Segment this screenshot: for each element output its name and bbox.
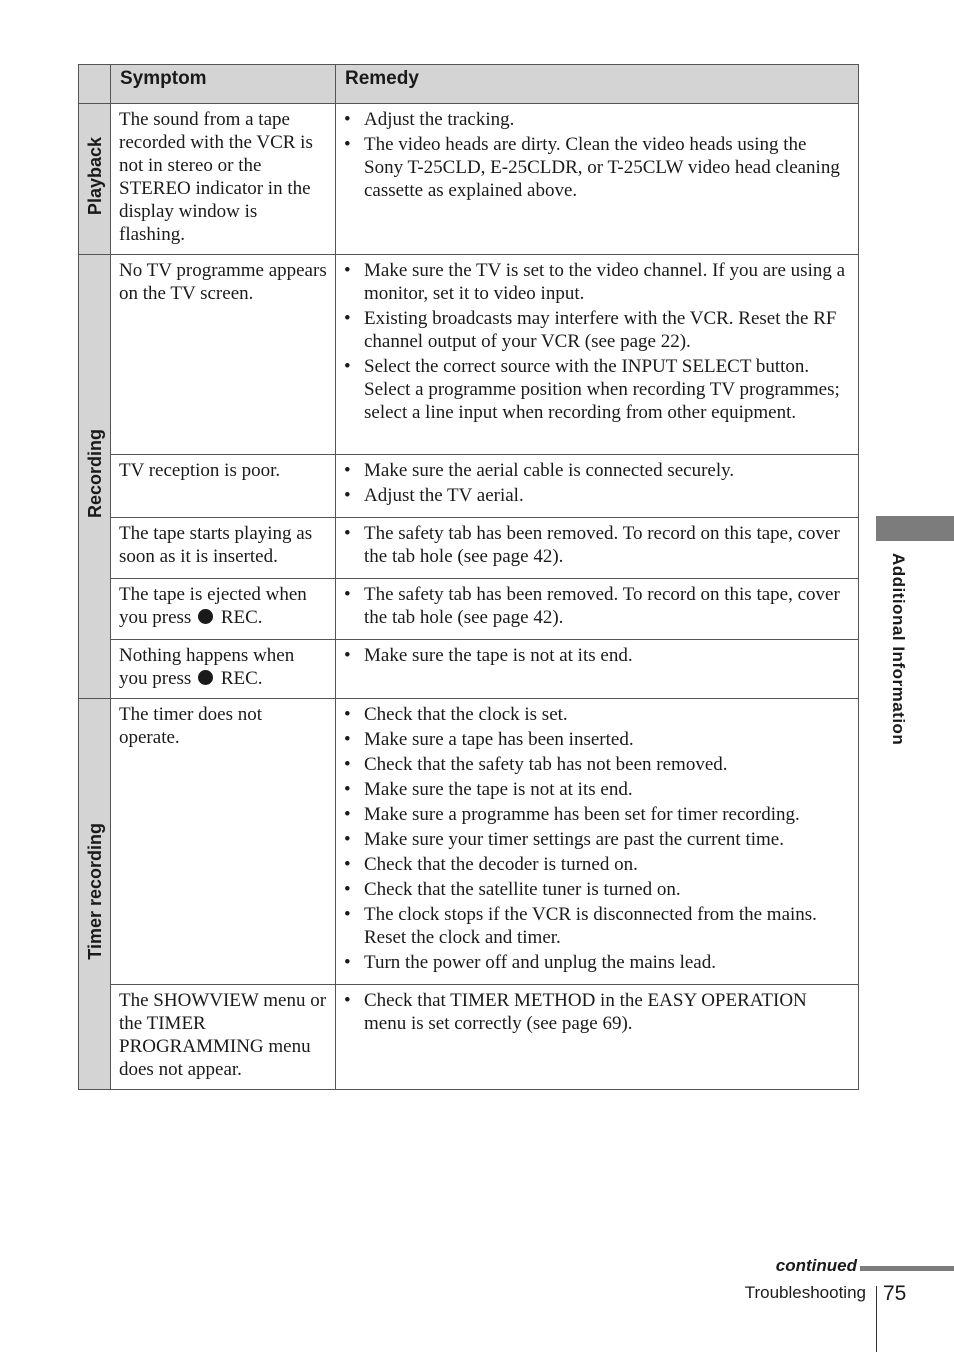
symptom-text: Nothing happens when you press: [119, 645, 295, 689]
symptom-cell: The tape starts playing as soon as it is inserted.: [111, 518, 336, 579]
footer-section-name: Troubleshooting: [744, 1283, 866, 1302]
symptom-cell: The timer does not operate.: [111, 699, 336, 985]
list-item: • Select the correct source with the INPUT SELECT button. Select a programme position when recording TV programmes; select a line input when recording from other equipment.: [344, 355, 848, 424]
remedy-cell: [336, 455, 859, 518]
remedy-list: [344, 259, 848, 424]
record-dot-icon: [198, 670, 213, 685]
remedy-cell: [336, 699, 859, 985]
header-remedy: Remedy: [336, 65, 859, 104]
list-item: • The clock stops if the VCR is disconnected from the mains. Reset the clock and timer.: [344, 903, 848, 949]
remedy-cell: [336, 518, 859, 579]
remedy-cell: [336, 255, 859, 455]
remedy-list: [344, 703, 848, 974]
symptom-cell: No TV programme appears on the TV screen.: [111, 255, 336, 455]
list-item: • Check that the satellite tuner is turned on.: [344, 878, 848, 901]
list-item: • Make sure a programme has been set for timer recording.: [344, 803, 848, 826]
table-row: [79, 518, 859, 579]
remedy-list: [344, 583, 848, 629]
table-row: [79, 640, 859, 699]
remedy-cell: [336, 104, 859, 255]
symptom-text: REC.: [220, 607, 263, 628]
troubleshooting-table: [78, 64, 859, 1090]
list-item: • Check that the decoder is turned on.: [344, 853, 848, 876]
table-row: [79, 699, 859, 985]
remedy-list: [344, 522, 848, 568]
category-label: Playback: [84, 137, 105, 216]
remedy-cell: [336, 640, 859, 699]
continued-label: continued: [775, 1256, 857, 1275]
remedy-list: [344, 459, 848, 507]
table-row: [79, 255, 859, 455]
symptom-cell: TV reception is poor.: [111, 455, 336, 518]
table-row: [79, 579, 859, 640]
table-row: [79, 104, 859, 255]
table-row: [79, 985, 859, 1090]
remedy-cell: [336, 985, 859, 1090]
list-item: • Check that TIMER METHOD in the EASY OPERATION menu is set correctly (see page 69).: [344, 989, 848, 1035]
symptom-cell: The sound from a tape recorded with the VCR is not in stereo or the STEREO indicator in the display window is flashing.: [111, 104, 336, 255]
list-item: • Make sure the aerial cable is connected securely.: [344, 459, 848, 482]
list-item: • Adjust the TV aerial.: [344, 484, 848, 507]
footer-divider: [876, 1286, 877, 1352]
list-item: • Make sure the tape is not at its end.: [344, 644, 848, 667]
list-item: • Existing broadcasts may interfere with the VCR. Reset the RF channel output of your VCR (see page 22).: [344, 307, 848, 353]
side-section-label: Additional Information: [889, 553, 908, 746]
remedy-cell: [336, 579, 859, 640]
table-header-row: [79, 65, 859, 104]
list-item: • Check that the safety tab has not been removed.: [344, 753, 848, 776]
page-number: 75: [883, 1282, 907, 1305]
list-item: • Adjust the tracking.: [344, 108, 848, 131]
list-item: • Make sure your timer settings are past the current time.: [344, 828, 848, 851]
remedy-list: [344, 108, 848, 202]
list-item: • The video heads are dirty. Clean the video heads using the Sony T-25CLD, E-25CLDR, or T-25CLW video head cleaning cassette as explained above.: [344, 133, 848, 202]
remedy-list: [344, 644, 848, 667]
continued-bar: [860, 1266, 954, 1271]
category-label: Recording: [84, 429, 105, 519]
list-item: • The safety tab has been removed. To record on this tape, cover the tab hole (see page 42).: [344, 583, 848, 629]
symptom-cell: The SHOWVIEW menu or the TIMER PROGRAMMING menu does not appear.: [111, 985, 336, 1090]
header-symptom: Symptom: [111, 65, 336, 104]
symptom-cell: [111, 640, 336, 699]
record-dot-icon: [198, 609, 213, 624]
list-item: • Make sure the tape is not at its end.: [344, 778, 848, 801]
remedy-list: [344, 989, 848, 1035]
header-corner: [79, 65, 111, 104]
category-timer-recording: [79, 699, 111, 1090]
list-item: • Make sure a tape has been inserted.: [344, 728, 848, 751]
symptom-text: REC.: [220, 668, 263, 689]
symptom-text: The tape is ejected when you press: [119, 584, 307, 628]
table-row: [79, 455, 859, 518]
list-item: • The safety tab has been removed. To record on this tape, cover the tab hole (see page 42).: [344, 522, 848, 568]
category-recording: [79, 255, 111, 699]
category-label: Timer recording: [84, 823, 105, 960]
category-playback: [79, 104, 111, 255]
symptom-cell: [111, 579, 336, 640]
list-item: • Check that the clock is set.: [344, 703, 848, 726]
list-item: • Turn the power off and unplug the mains lead.: [344, 951, 848, 974]
list-item: • Make sure the TV is set to the video channel. If you are using a monitor, set it to video input.: [344, 259, 848, 305]
section-tab-marker: [876, 516, 954, 541]
